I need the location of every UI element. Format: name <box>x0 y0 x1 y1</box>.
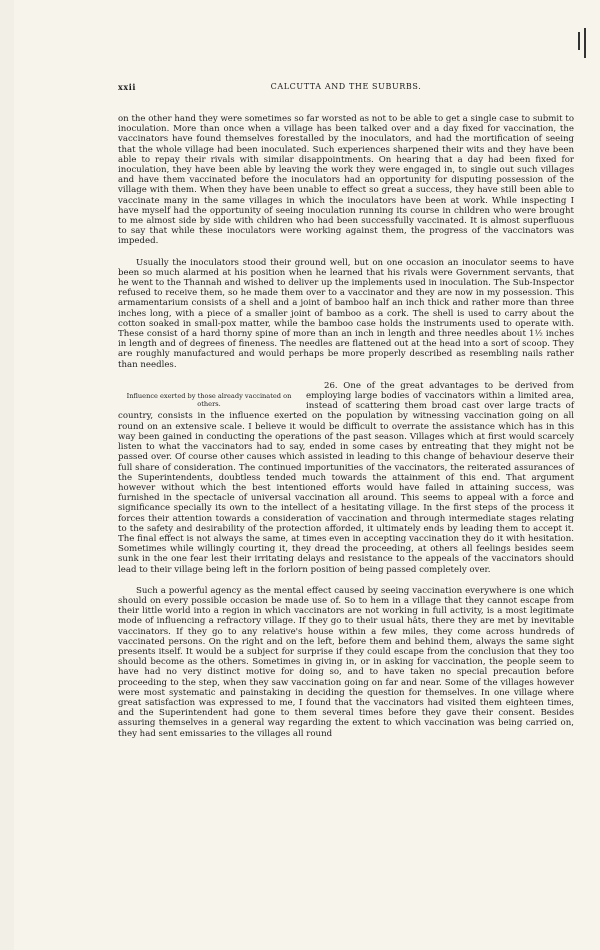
document-page <box>118 82 574 739</box>
paragraph-inoculator-implements: Usually the inoculators stood their ground well, but on one occasion an inoculator seems to have been so much alarmed at his position when he learned that his rivals were Government servants, that he went to the Thannah and wished to deliver up the implements used in inoculation. The Sub-Inspector refused to receive them, so he made them over to a vaccinator and they are now in my possession. This armamentarium consists of a shell and a joint of bamboo half an inch thick and rather more than three inches long, with a piece of a smaller joint of bamboo as a cork. The shell is used to carry about the cotton soaked in small-pox matter, while the bamboo case holds the instruments used to operate with. These consist of a hard thorny spine of more than an inch in length and three needles about 1½ inches in length and of degrees of fineness. The needles are flattened out at the head into a sort of scoop. They are roughly manufactured and would perhaps be more properly described as resembling nails rather than needles. <box>118 257 574 370</box>
paragraph-mental-effect: Such a powerful agency as the mental effect caused by seeing vaccination everywhere is one which should on every possible occasion be made use of. So to hem in a village that they cannot escape from their little world into a region in which vaccinators are not working in full activity, is a most legitimate mode of influencing a refractory village. If they go to their usual hâts, there they are met by inevitable vaccinators. If they go to any relative's house within a few miles, they come across hundreds of vaccinated persons. On the right and on the left, before them and behind them, always the same sight presents itself. It would be a subject for surprise if they could escape from the conclusion that they too should become as the others. Sometimes in giving in, or in asking for vaccination, the people seem to have had no very distinct motive for doing so, and to have taken no special precaution before proceeding to the step, when they saw vaccination going on far and near. Some of the villages however were most systematic and painstaking in deciding the question for themselves. In one village where great satisfaction was expressed to me, I found that the vaccinators had visited them eighteen times, and the Superintendent had gone to them several times before they gave their consent. Besides assuring themselves in a general way regarding the extent to which vaccination was being carried on, they had sent emissaries to the villages all round <box>118 585 574 739</box>
running-title: CALCUTTA AND THE SUBURBS. <box>270 82 422 91</box>
paragraph-26 <box>118 381 574 575</box>
paragraph-number: 26. <box>324 380 338 391</box>
scan-margin <box>0 0 14 950</box>
body-text <box>118 114 574 739</box>
paragraph-continued: on the other hand they were sometimes so far worsted as not to be able to get a single case to submit to inoculation. More than once when a village has been talked over and a day fixed for vaccination, the vaccinators have found themselves forestalled by the inoculators, and had the mortification of seeing that the whole village had been inoculated. Such experiences sharpened their wits and they have been able to repay their rivals with similar disappointments. On hearing that a day had been fixed for inoculation, they have been able by leaving the work they were engaged in, to single out such villages and have them vaccinated before the inoculators had an opportunity for disputing possession of the village with them. When they have been unable to effect so great a success, they have still been able to vaccinate many in the same villages in which the inoculators have been at work. While inspecting I have myself had the opportunity of seeing inoculation running its course in children who were brought to me almost side by side with children who had been successfully vaccinated. It is almost superfluous to say that while these inoculators were working against them, the progress of the vaccinators was impeded. <box>118 114 574 247</box>
marginal-note: Influence exerted by those already vaccinated on others. <box>126 391 292 408</box>
scan-edge-mark <box>578 32 580 50</box>
page-number: xxii <box>118 82 137 92</box>
page-header <box>118 82 574 96</box>
scan-edge-mark <box>584 28 586 58</box>
paragraph-26-text: One of the great advantages to be derived from employing large bodies of vaccinators within a limited area, instead of scattering them broad cast over large tracts of country, consists in the influence exerted on the population by witnessing vaccination going on all round on an extensive scale. I believe it would be difficult to overrate the assistance which has in this way been gained in conducting the operations of the past season. Villages which at first would scarcely listen to what the vaccinators had to say, ended in some cases by entreating that they might not be passed over. Of course other causes which assisted in leading to this change of behaviour deserve their full share of consideration. The continued importunities of the vaccinators, the reiterated assurances of the Superintendents, doubtless tended much towards the attainment of this end. That argument however without which the best intentioned efforts would have failed in attaining success, was furnished in the spectacle of universal vaccination all around. This seems to appeal with a force and significance specially its own to the intellect of a hesitating village. In the first steps of the process it forces their attention towards a consideration of vaccination and through intermediate stages relating to the safety and desirability of the protection afforded, it ultimately ends by leading them to accept it. The final effect is not always the same, at times even in accepting vaccination they do it with hesitation. Sometimes while willingly courting it, they dread the proceeding, at others all feelings besides seem sunk in the one fear lest their irritating delays and resistance to the appeals of the vaccinators should lead to their village being left in the forlorn position of being passed completely over. <box>118 380 574 575</box>
